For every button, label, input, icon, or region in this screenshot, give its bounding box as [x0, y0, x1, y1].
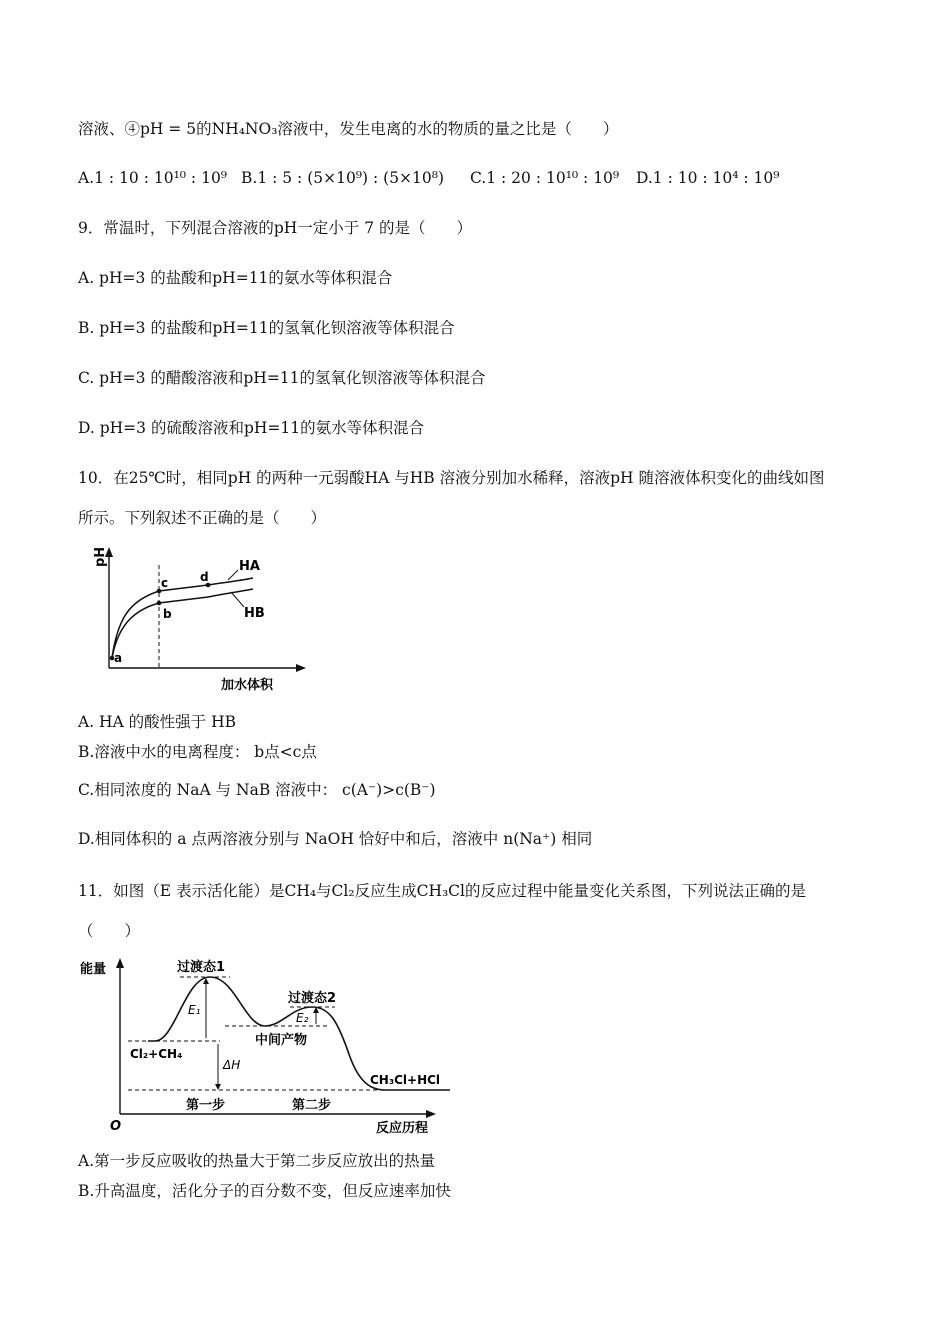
q10-dilution-figure — [88, 545, 308, 695]
q9-option-a: A. pH=3 的盐酸和pH=11的氨水等体积混合 — [78, 269, 393, 287]
q11-e2: E₂ — [296, 1011, 309, 1025]
q11-option-b: B.升高温度，活化分子的百分数不变，但反应速率加快 — [78, 1182, 451, 1200]
q11-ylabel: 能量 — [80, 962, 107, 977]
q10-label-ha: HA — [239, 559, 260, 574]
q10-option-a: A. HA 的酸性强于 HB — [78, 713, 237, 731]
q8-stem-tail: 溶液、④pH = 5的NH₄NO₃溶液中，发生电离的水的物质的量之比是（ ） — [78, 120, 619, 138]
q11-xlabel: 反应历程 — [376, 1121, 429, 1136]
q11-ts2: 过渡态2 — [288, 991, 337, 1006]
q11-stem-line1: 11．如图（E 表示活化能）是CH₄与Cl₂反应生成CH₃Cl的反应过程中能量变化关系图，下列说法正确的是 — [78, 882, 806, 900]
q11-stem-line2: （ ） — [78, 922, 141, 940]
q10-point-c: c — [161, 576, 169, 590]
q10-stem-line1: 10．在25℃时，相同pH 的两种一元弱酸HA 与HB 溶液分别加水稀释，溶液pH 随溶液体积变化的曲线如图 — [78, 469, 825, 487]
q10-xlabel: 加水体积 — [221, 678, 274, 693]
q8-option-c: C.1 : 20 : 10¹⁰ : 10⁹ — [470, 169, 620, 187]
q11-ts1: 过渡态1 — [177, 960, 226, 975]
q11-products: CH₃Cl+HCl — [370, 1073, 441, 1087]
q11-step2: 第二步 — [292, 1098, 332, 1113]
q9-option-d: D. pH=3 的硫酸溶液和pH=11的氨水等体积混合 — [78, 419, 425, 437]
q10-option-b: B.溶液中水的电离程度： b点<c点 — [78, 743, 317, 761]
q11-e1: E₁ — [188, 1003, 201, 1017]
q9-option-b: B. pH=3 的盐酸和pH=11的氢氧化钡溶液等体积混合 — [78, 319, 455, 337]
q10-curve-ha — [112, 578, 253, 658]
q10-point-d: d — [200, 570, 209, 584]
q11-step1: 第一步 — [186, 1098, 226, 1113]
q9-option-c: C. pH=3 的醋酸溶液和pH=11的氢氧化钡溶液等体积混合 — [78, 369, 486, 387]
q8-option-b: B.1 : 5 : (5×10⁹) : (5×10⁸) — [241, 169, 445, 187]
q10-ylabel: pH — [93, 546, 108, 567]
q8-option-d: D.1 : 10 : 10⁴ : 10⁹ — [636, 169, 780, 187]
q11-origin: O — [110, 1119, 122, 1134]
q10-point-a: a — [114, 651, 123, 665]
q11-energy-diagram — [80, 952, 450, 1137]
q11-reactants: Cl₂+CH₄ — [130, 1047, 183, 1061]
q10-label-hb: HB — [244, 606, 265, 621]
q10-curve-hb — [112, 589, 253, 658]
q9-stem: 9．常温时，下列混合溶液的pH一定小于 7 的是（ ） — [78, 219, 473, 237]
q11-option-a: A.第一步反应吸收的热量大于第二步反应放出的热量 — [78, 1152, 436, 1170]
q10-stem-line2: 所示。下列叙述不正确的是（ ） — [78, 509, 327, 527]
q10-option-c: C.相同浓度的 NaA 与 NaB 溶液中： c(A⁻)>c(B⁻) — [78, 781, 436, 799]
q11-dh: ΔH — [223, 1058, 241, 1072]
q10-option-d: D.相同体积的 a 点两溶液分别与 NaOH 恰好中和后，溶液中 n(Na⁺) 相同 — [78, 830, 593, 848]
q8-option-a: A.1 : 10 : 10¹⁰ : 10⁹ — [78, 169, 228, 187]
q10-point-b: b — [163, 607, 172, 621]
q11-intermediate: 中间产物 — [255, 1033, 308, 1048]
